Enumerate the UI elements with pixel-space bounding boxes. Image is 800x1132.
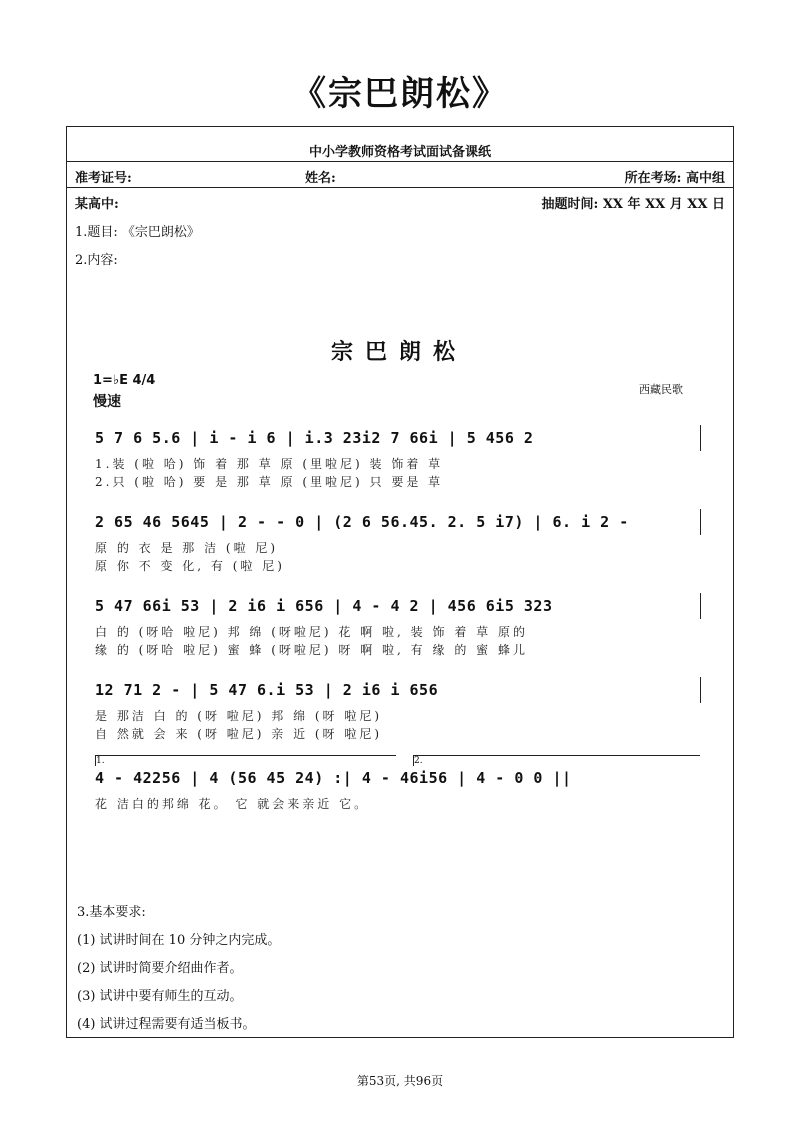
lyric-line-2: 原 你 不 变 化, 有 (啦 尼) [95, 559, 285, 573]
requirement-item: (2) 试讲时简要介绍曲作者。 [77, 961, 243, 976]
divider [67, 187, 733, 188]
form-header: 中小学教师资格考试面试备课纸 [308, 145, 491, 160]
content-label: 2.内容: [75, 253, 118, 268]
tempo-marking: 慢速 [93, 394, 121, 410]
draw-time-label: 抽题时间: XX 年 XX 月 XX 日 [541, 197, 725, 212]
lyric-line-2: 2.只 (啦 哈) 要 是 那 草 原 (里啦尼) 只 要是 草 [95, 475, 444, 489]
lyric-line-1: 1.装 (啦 哈) 饰 着 那 草 原 (里啦尼) 装 饰着 草 [95, 457, 444, 471]
lyric-line-1: 花 洁白的邦绵 花。 它 就会来亲近 它。 [95, 797, 370, 811]
note-line: 2 65 46 5645 | 2 - - 0 | (2 6 56.45. 2. 5 i7) | 6. i 2 - [95, 513, 629, 531]
divider [67, 161, 733, 162]
document-title: 《宗巴朗松》 [292, 74, 508, 114]
name-label: 姓名: [305, 171, 336, 186]
key-signature: 1=♭E 4/4 [93, 373, 156, 388]
lesson-prep-form [66, 126, 734, 1038]
score-system [95, 597, 701, 673]
requirement-item: (3) 试讲中要有师生的互动。 [77, 989, 243, 1004]
school-label: 某高中: [75, 197, 119, 212]
note-line: 12 71 2 - | 5 47 6.i 53 | 2 i6 i 656 [95, 681, 439, 699]
barline [700, 425, 701, 451]
music-score [85, 317, 713, 837]
score-title: 宗巴朗松 [330, 339, 467, 365]
note-line: 5 47 66i 53 | 2 i6 i 656 | 4 - 4 2 | 456 6i5 323 [95, 597, 553, 615]
exam-number-label: 准考证号: [75, 171, 132, 186]
song-origin: 西藏民歌 [639, 383, 683, 396]
second-ending: 2. [413, 755, 700, 766]
requirement-item: (4) 试讲过程需要有适当板书。 [77, 1017, 256, 1032]
requirements-label: 3.基本要求: [77, 905, 146, 920]
score-system [95, 429, 701, 505]
lyric-line-1: 原 的 衣 是 那 洁 (啦 尼) [95, 541, 279, 555]
score-system [95, 513, 701, 589]
lyric-line-2: 自 然就 会 来 (呀 啦尼) 亲 近 (呀 啦尼) [95, 727, 383, 741]
topic-line: 1.题目: 《宗巴朗松》 [75, 225, 200, 240]
note-line: 4 - 42256 | 4 (56 45 24) :| 4 - 46i56 | 4 - 0 0 || [95, 769, 572, 787]
requirement-item: (1) 试讲时间在 10 分钟之内完成。 [77, 933, 281, 948]
first-ending: 1. [95, 755, 396, 766]
lyric-line-2: 缘 的 (呀哈 啦尼) 蜜 蜂 (呀啦尼) 呀 啊 啦, 有 缘 的 蜜 蜂儿 [95, 643, 528, 657]
barline [700, 509, 701, 535]
lyric-line-1: 白 的 (呀哈 啦尼) 邦 绵 (呀啦尼) 花 啊 啦, 装 饰 着 草 原的 [95, 625, 528, 639]
score-system [95, 756, 701, 845]
note-line: 5 7 6 5.6 | i - i 6 | i.3 23i2 7 66i | 5 456 2 [95, 429, 534, 447]
score-system [95, 681, 701, 757]
venue-label: 所在考场: 高中组 [624, 171, 725, 186]
barline [700, 593, 701, 619]
page-number: 第53页, 共96页 [356, 1074, 444, 1088]
lyric-line-1: 是 那洁 白 的 (呀 啦尼) 邦 绵 (呀 啦尼) [95, 709, 383, 723]
barline [700, 677, 701, 703]
